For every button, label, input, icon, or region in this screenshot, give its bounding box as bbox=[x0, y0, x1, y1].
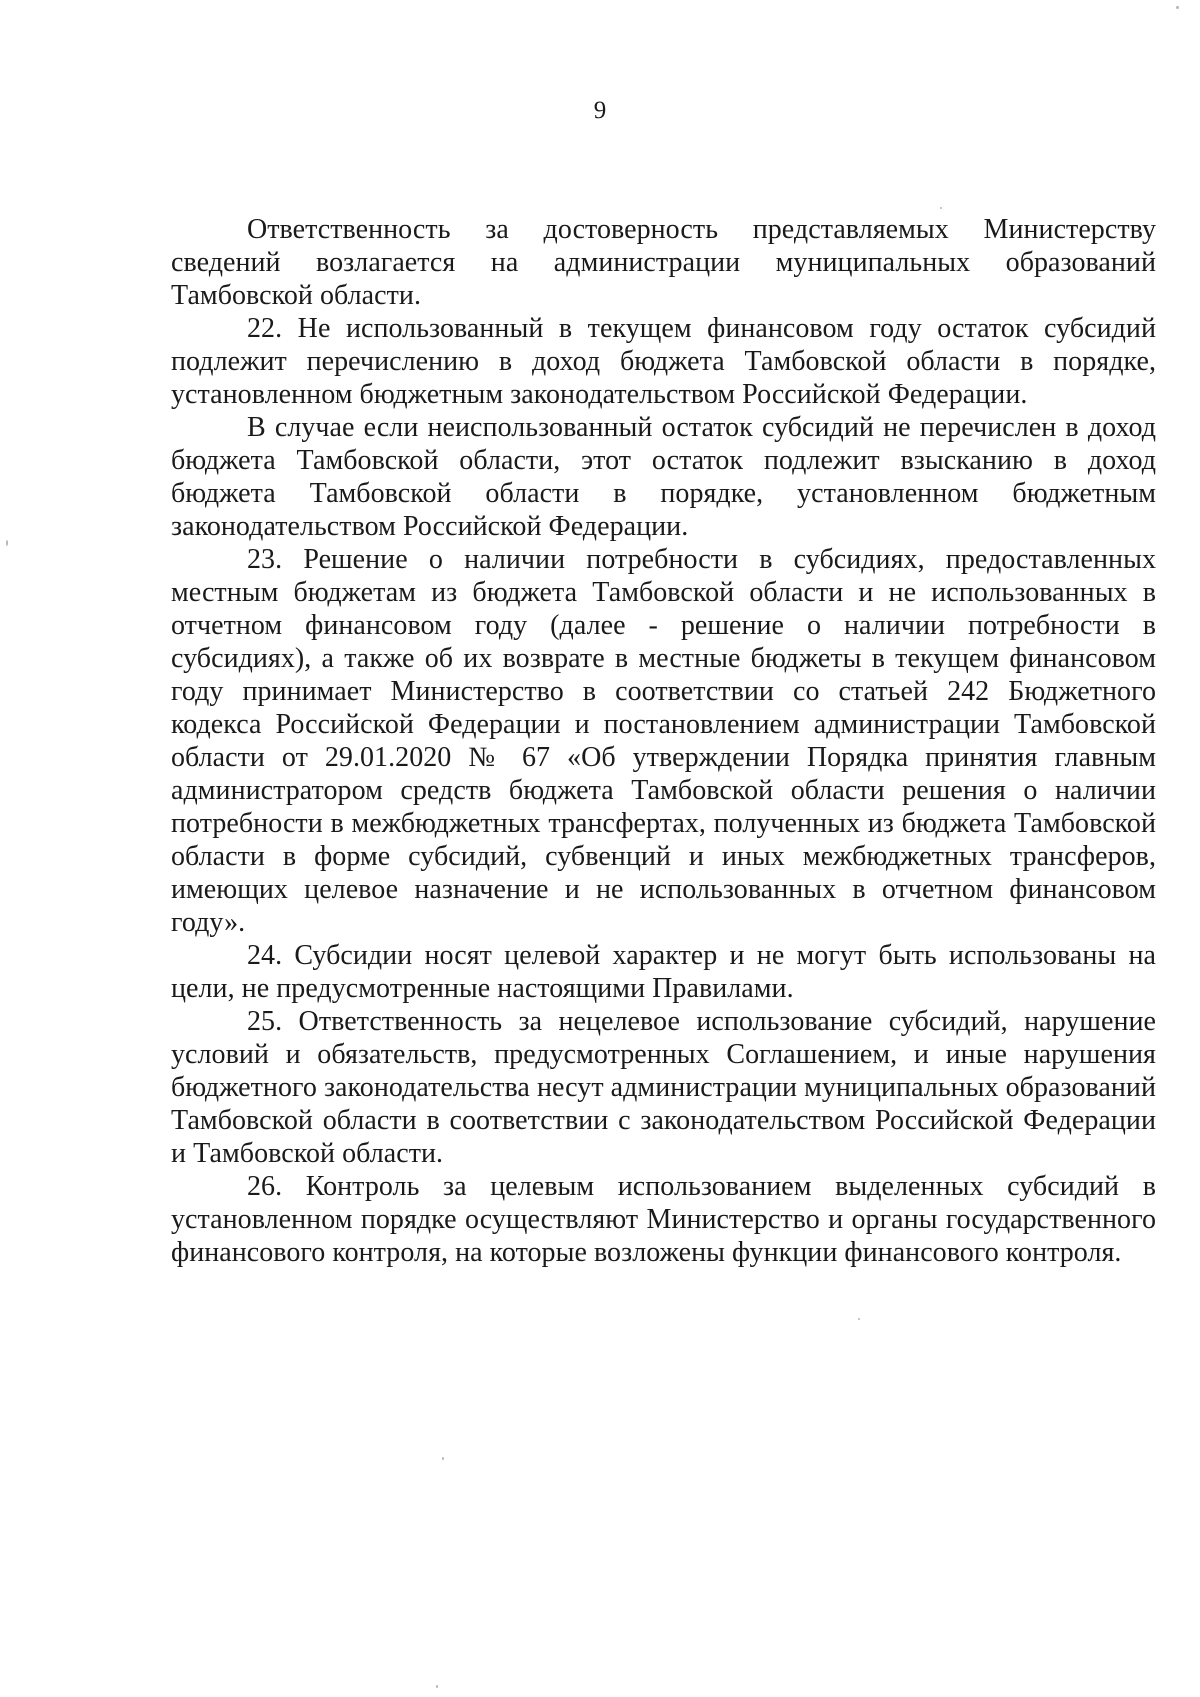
paragraph-24: 24. Субсидии носят целевой характер и не могут быть использованы на цели, не предусмотренные настоящими Правилами. bbox=[171, 940, 1156, 1004]
scan-speck bbox=[858, 1318, 860, 1320]
paragraph-22: 22. Не использованный в текущем финансовом году остаток субсидий подлежит перечислению в доход бюджета Тамбовской области в порядке, установленном бюджетным законодательством Российской Федерации. bbox=[171, 313, 1156, 410]
scan-speck bbox=[6, 540, 8, 546]
scan-speck bbox=[940, 207, 942, 209]
paragraph-23: 23. Решение о наличии потребности в субсидиях, предоставленных местным бюджетам из бюджета Тамбовской области и не использованных в отчетном финансовом году (далее - решение о наличии потребности в субсидиях), а также об их возврате в местные бюджеты в текущем финансовом году принимает Министерство в соответствии со статьей 242 Бюджетного кодекса Российской Федерации и постановлением администрации Тамбовской области от 29.01.2020 № 67 «Об утверждении Порядка принятия главным администратором средств бюджета Тамбовской области решения о наличии потребности в межбюджетных трансфертах, полученных из бюджета Тамбовской области в форме субсидий, субвенций и иных межбюджетных трансферов, имеющих целевое назначение и не использованных в отчетном финансовом году». bbox=[171, 544, 1156, 938]
scan-speck bbox=[442, 1457, 444, 1460]
scan-speck bbox=[1176, 6, 1179, 9]
paragraph-22-continued: В случае если неиспользованный остаток субсидий не перечислен в доход бюджета Тамбовской области, этот остаток подлежит взысканию в доход бюджета Тамбовской области в порядке, установленном бюджетным законодательством Российской Федерации. bbox=[171, 412, 1156, 542]
paragraph-26: 26. Контроль за целевым использованием выделенных субсидий в установленном порядке осуществляют Министерство и органы государственного финансового контроля, на которые возложены функции финансового контроля. bbox=[171, 1171, 1156, 1268]
paragraph-25: 25. Ответственность за нецелевое использование субсидий, нарушение условий и обязательств, предусмотренных Соглашением, и иные нарушения бюджетного законодательства несут администрации муниципальных образований Тамбовской области в соответствии с законодательством Российской Федерации и Тамбовской области. bbox=[171, 1006, 1156, 1169]
document-body bbox=[171, 213, 1156, 1269]
paragraph-responsibility-info: Ответственность за достоверность представляемых Министерству сведений возлагается на администрации муниципальных образований Тамбовской области. bbox=[171, 214, 1156, 311]
page-number: 9 bbox=[593, 97, 607, 124]
scan-speck bbox=[436, 1685, 438, 1688]
